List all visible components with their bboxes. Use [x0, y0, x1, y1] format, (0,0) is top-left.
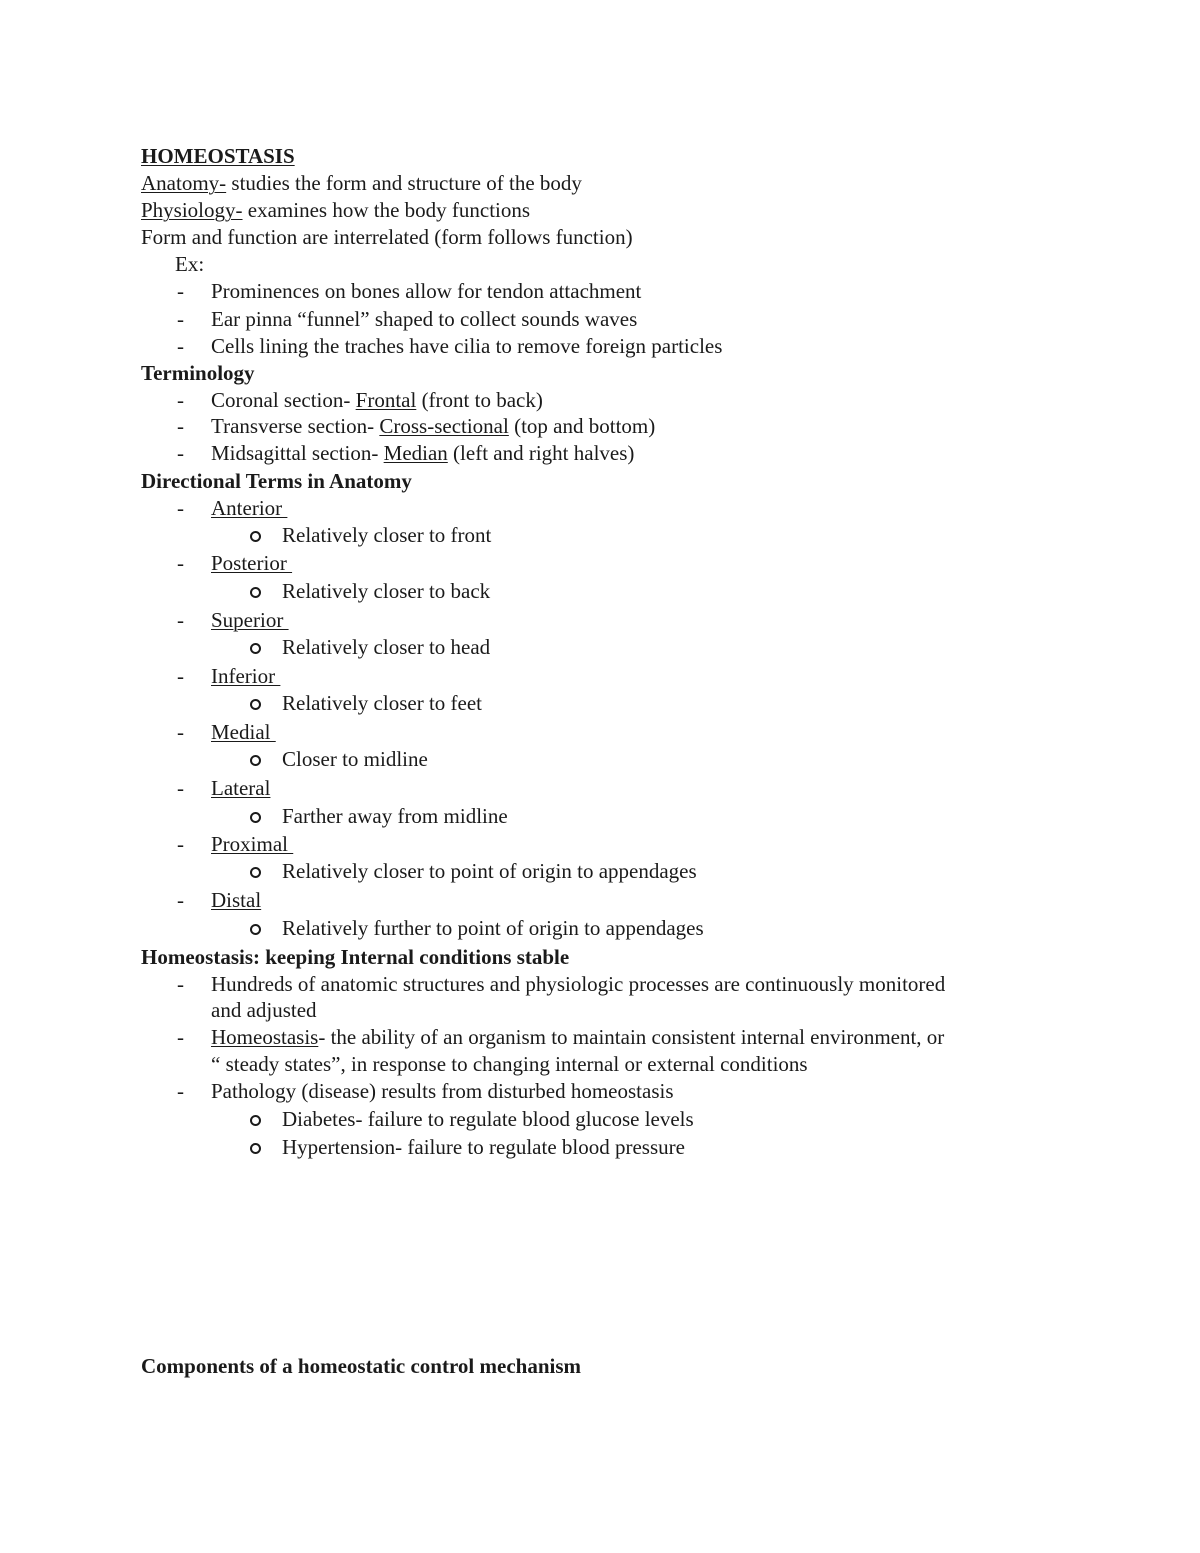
- document-title: HOMEOSTASIS: [141, 144, 295, 168]
- circle-bullet-icon: [250, 699, 261, 710]
- physiology-def: examines how the body functions: [242, 198, 531, 222]
- dash-marker: -: [177, 551, 184, 575]
- term-suffix: (front to back): [416, 388, 543, 412]
- circle-bullet-icon: [250, 924, 261, 935]
- dash-marker: -: [177, 888, 184, 912]
- term-prefix: Transverse section-: [211, 414, 380, 438]
- directional-heading: Directional Terms in Anatomy: [141, 469, 412, 493]
- term-name: Cross-sectional: [379, 414, 509, 438]
- physiology-term: Physiology-: [141, 198, 243, 222]
- homeostasis-item: Hundreds of anatomic structures and physiologic processes are continuously monitored: [211, 972, 946, 996]
- dash-marker: -: [177, 334, 184, 358]
- example-item: Ear pinna “funnel” shaped to collect sounds waves: [211, 307, 638, 331]
- directional-def: Relatively further to point of origin to appendages: [282, 916, 704, 940]
- terminology-heading: Terminology: [141, 361, 255, 385]
- directional-term: Inferior: [211, 664, 281, 688]
- dash-marker: -: [177, 1079, 184, 1103]
- homeostasis-def: - the ability of an organism to maintain consistent internal environment, or: [318, 1025, 945, 1049]
- directional-term: Proximal: [211, 832, 294, 856]
- directional-def: Relatively closer to point of origin to appendages: [282, 859, 697, 883]
- circle-bullet-icon: [250, 1143, 261, 1154]
- homeostasis-definition: [211, 1024, 944, 1050]
- dash-marker: -: [177, 832, 184, 856]
- terminology-item: [211, 413, 655, 439]
- dash-marker: -: [177, 441, 184, 465]
- directional-def: Relatively closer to head: [282, 635, 491, 659]
- circle-bullet-icon: [250, 531, 261, 542]
- directional-def: Relatively closer to feet: [282, 691, 483, 715]
- directional-term: Posterior: [211, 551, 293, 575]
- circle-bullet-icon: [250, 587, 261, 598]
- pathology-example: Hypertension- failure to regulate blood pressure: [282, 1135, 685, 1159]
- directional-term: Lateral: [211, 776, 271, 800]
- term-name: Median: [383, 441, 448, 465]
- pathology-example: Diabetes- failure to regulate blood glucose levels: [282, 1107, 694, 1131]
- dash-marker: -: [177, 414, 184, 438]
- example-item: Prominences on bones allow for tendon attachment: [211, 279, 642, 303]
- circle-bullet-icon: [250, 755, 261, 766]
- term-prefix: Midsagittal section-: [211, 441, 384, 465]
- physiology-definition: [141, 197, 530, 223]
- directional-term: Superior: [211, 608, 289, 632]
- homeostasis-item-cont: “ steady states”, in response to changing internal or external conditions: [211, 1052, 808, 1076]
- terminology-item: [211, 440, 634, 466]
- circle-bullet-icon: [250, 867, 261, 878]
- example-item: Cells lining the traches have cilia to remove foreign particles: [211, 334, 723, 358]
- dash-marker: -: [177, 608, 184, 632]
- ex-label: Ex:: [175, 252, 205, 276]
- homeostasis-item-cont: and adjusted: [211, 998, 317, 1022]
- directional-def: Relatively closer to back: [282, 579, 491, 603]
- circle-bullet-icon: [250, 1115, 261, 1126]
- term-suffix: (top and bottom): [508, 414, 656, 438]
- circle-bullet-icon: [250, 643, 261, 654]
- term-suffix: (left and right halves): [447, 441, 635, 465]
- dash-marker: -: [177, 972, 184, 996]
- dash-marker: -: [177, 1025, 184, 1049]
- directional-def: Relatively closer to front: [282, 523, 492, 547]
- homeostasis-item: Pathology (disease) results from disturbed homeostasis: [211, 1079, 674, 1103]
- directional-term: Distal: [211, 888, 262, 912]
- dash-marker: -: [177, 720, 184, 744]
- directional-def: Closer to midline: [282, 747, 428, 771]
- homeostasis-heading: Homeostasis: keeping Internal conditions stable: [141, 945, 570, 969]
- terminology-item: [211, 387, 543, 413]
- components-heading: Components of a homeostatic control mechanism: [141, 1354, 581, 1378]
- form-function-line: Form and function are interrelated (form follows function): [141, 225, 633, 249]
- directional-term: Medial: [211, 720, 276, 744]
- anatomy-definition: [141, 170, 582, 196]
- dash-marker: -: [177, 664, 184, 688]
- anatomy-def: studies the form and structure of the body: [226, 171, 582, 195]
- dash-marker: -: [177, 776, 184, 800]
- circle-bullet-icon: [250, 812, 261, 823]
- term-prefix: Coronal section-: [211, 388, 356, 412]
- dash-marker: -: [177, 279, 184, 303]
- directional-def: Farther away from midline: [282, 804, 508, 828]
- directional-term: Anterior: [211, 496, 288, 520]
- dash-marker: -: [177, 307, 184, 331]
- anatomy-term: Anatomy-: [141, 171, 227, 195]
- dash-marker: -: [177, 388, 184, 412]
- dash-marker: -: [177, 496, 184, 520]
- homeostasis-term: Homeostasis: [211, 1025, 319, 1049]
- term-name: Frontal: [355, 388, 417, 412]
